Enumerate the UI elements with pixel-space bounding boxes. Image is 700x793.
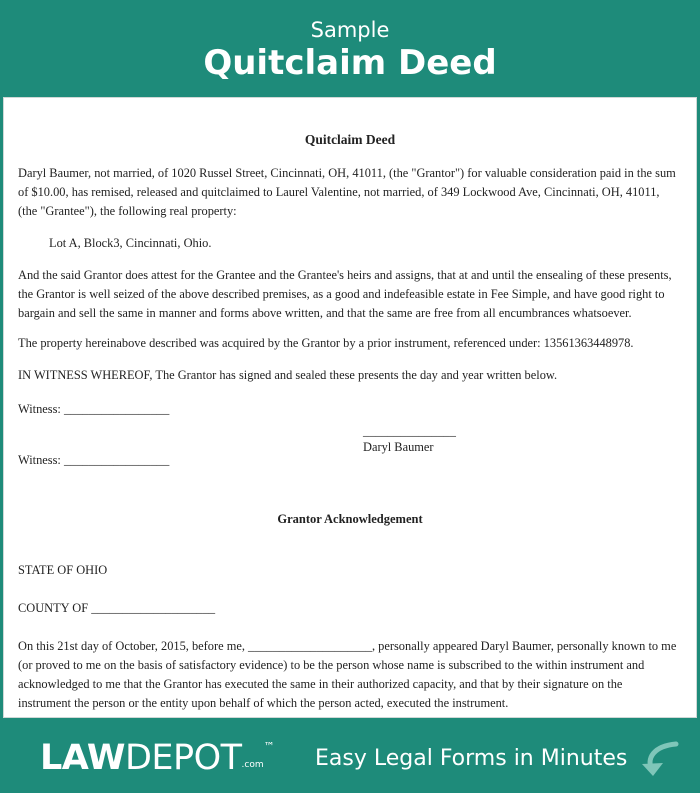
acknowledgement-title: Grantor Acknowledgement <box>277 512 423 526</box>
header-subtitle: Sample <box>310 18 390 42</box>
lawdepot-logo[interactable] <box>40 738 275 778</box>
state-line: STATE OF OHIO <box>18 563 108 577</box>
signature-line: _______________ <box>363 424 456 438</box>
witness-line-2: Witness: _________________ <box>18 453 170 467</box>
footer-tagline: Easy Legal Forms in Minutes <box>315 746 628 771</box>
document-title: Quitclaim Deed <box>304 132 396 147</box>
intro-paragraph: Daryl Baumer, not married, of 1020 Russel Street, Cincinnati, OH, 41011, (the "Grantor") for valuable consideration paid in the sum of $10.00, has remised, released and quitclaimed to Laurel Valentine, not married, of 349 Lockwood Ave, Cincinnati, OH, 41011, (the "Grantee"), the following real property: <box>18 166 676 218</box>
property-description: Lot A, Block3, Cincinnati, Ohio. <box>49 236 212 250</box>
page-footer <box>0 720 700 793</box>
witness-line-1: Witness: _________________ <box>18 402 170 416</box>
logo-trademark: ™ <box>263 740 275 753</box>
signatory-name: Daryl Baumer <box>363 440 434 454</box>
header-title: Quitclaim Deed <box>203 43 497 83</box>
page-header <box>0 0 700 96</box>
county-line: COUNTY OF ____________________ <box>18 601 216 615</box>
acquired-paragraph: The property hereinabove described was acquired by the Grantor by a prior instrument, referenced under: 13561363448978. <box>18 336 634 350</box>
attest-paragraph: And the said Grantor does attest for the Grantee and the Grantee's heirs and assigns, that at and until the ensealing of these presents, the Grantor is well seized of the above described premises, as a good and indefeasible estate in Fee Simple, and have good right to bargain and sell the same in manner and forms above written, and that the same are free from all encumbrances whatsoever. <box>18 268 672 320</box>
curved-arrow-icon <box>636 738 682 780</box>
logo-depot: DEPOT <box>124 738 242 778</box>
logo-com: .com <box>241 760 264 770</box>
witness-statement: IN WITNESS WHEREOF, The Grantor has signed and sealed these presents the day and year written below. <box>18 368 558 382</box>
logo-law: LAW <box>40 738 125 778</box>
acknowledgement-paragraph: On this 21st day of October, 2015, before me, ____________________, personally appeared Daryl Baumer, personally known to me (or proved to me on the basis of satisfactory evidence) to be the person whose name is subscribed to the within instrument and acknowledged to me that the Grantor has executed the same in their authorized capacity, and that by their signature on the instrument the person or the entity upon behalf of which the person acted, executed the instrument. <box>18 639 677 710</box>
document-page <box>3 97 697 718</box>
